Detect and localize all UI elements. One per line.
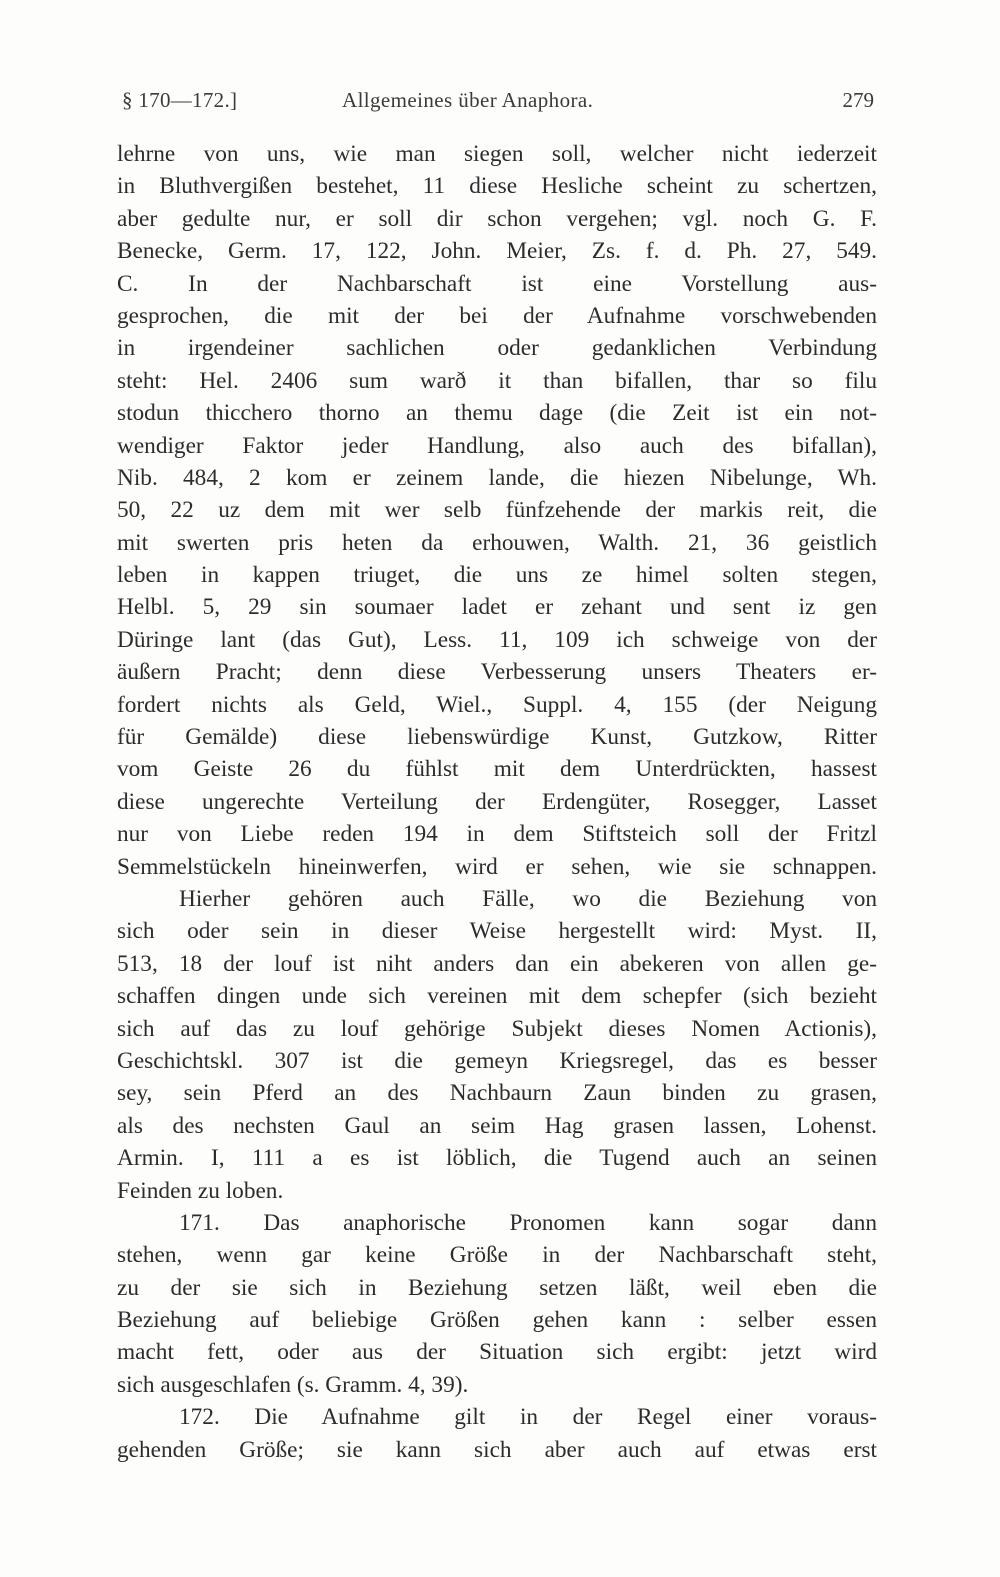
text-line: in irgendeiner sachlichen oder gedanklichen Verbindung <box>117 335 877 362</box>
text-line: Beziehung auf beliebige Größen gehen kann : selber essen <box>117 1307 877 1334</box>
text-line: wendiger Faktor jeder Handlung, also auch des bifallan), <box>117 432 877 459</box>
running-header <box>122 88 874 118</box>
text-line: sey, sein Pferd an des Nachbaurn Zaun binden zu grasen, <box>117 1080 877 1107</box>
text-line: Feinden zu loben. <box>117 1177 284 1204</box>
page-number: 279 <box>842 88 874 112</box>
text-line: Benecke, Germ. 17, 122, John. Meier, Zs. f. d. Ph. 27, 549. <box>117 238 877 265</box>
text-line: steht: Hel. 2406 sum warð it than bifallen, thar so filu <box>117 367 877 394</box>
text-line: 513, 18 der louf ist niht anders dan ein abekeren von allen ge- <box>117 950 877 977</box>
text-line: äußern Pracht; denn diese Verbesserung unsers Theaters er- <box>117 659 877 686</box>
text-line: gehenden Größe; sie kann sich aber auch auf etwas erst <box>117 1436 877 1463</box>
text-line: 50, 22 uz dem mit wer selb fünfzehende der markis reit, die <box>117 497 877 524</box>
text-line: Hierher gehören auch Fälle, wo die Beziehung von <box>179 885 877 912</box>
text-line: aber gedulte nur, er soll dir schon vergehen; vgl. noch G. F. <box>117 205 877 232</box>
text-line: Armin. I, 111 a es ist löblich, die Tugend auch an seinen <box>117 1145 877 1172</box>
text-line: sich auf das zu louf gehörige Subjekt dieses Nomen Actionis), <box>117 1015 877 1042</box>
text-line: nur von Liebe reden 194 in dem Stiftsteich soll der Fritzl <box>117 821 877 848</box>
text-line: vom Geiste 26 du fühlst mit dem Unterdrückten, hassest <box>117 756 877 783</box>
text-line: C. In der Nachbarschaft ist eine Vorstellung aus- <box>117 270 877 297</box>
text-line: zu der sie sich in Beziehung setzen läßt, weil eben die <box>117 1274 877 1301</box>
text-line: diese ungerechte Verteilung der Erdengüter, Rosegger, Lasset <box>117 788 877 815</box>
paragraph-172-start: 172. Die Aufnahme gilt in der Regel einer voraus- <box>179 1404 877 1431</box>
text-line: sich oder sein in dieser Weise hergestellt wird: Myst. II, <box>117 918 877 945</box>
body-text <box>117 138 877 1466</box>
text-line: sich ausgeschlafen (s. Gramm. 4, 39). <box>117 1371 469 1398</box>
text-line: als des nechsten Gaul an seim Hag grasen lassen, Lohenst. <box>117 1112 877 1139</box>
text-line: lehrne von uns, wie man siegen soll, welcher nicht iederzeit <box>117 141 877 167</box>
text-line: macht fett, oder aus der Situation sich ergibt: jetzt wird <box>117 1339 877 1366</box>
running-title: Allgemeines über Anaphora. <box>342 88 594 112</box>
paragraph-171-start: 171. Das anaphorische Pronomen kann sogar dann <box>179 1209 877 1236</box>
text-line: Helbl. 5, 29 sin soumaer ladet er zehant und sent iz gen <box>117 594 877 621</box>
text-line: Semmelstückeln hineinwerfen, wird er sehen, wie sie schnappen. <box>117 853 877 880</box>
text-line: fordert nichts als Geld, Wiel., Suppl. 4, 155 (der Neigung <box>117 691 877 718</box>
text-line: mit swerten pris heten da erhouwen, Walth. 21, 36 geistlich <box>117 529 877 556</box>
text-line: gesprochen, die mit der bei der Aufnahme vorschwebenden <box>117 302 877 329</box>
text-line: stehen, wenn gar keine Größe in der Nachbarschaft steht, <box>117 1242 877 1269</box>
text-line: für Gemälde) diese liebenswürdige Kunst, Gutzkow, Ritter <box>117 724 877 751</box>
text-line: Geschichtskl. 307 ist die gemeyn Kriegsregel, das es besser <box>117 1047 877 1074</box>
text-line: leben in kappen triuget, die uns ze himel solten stegen, <box>117 562 877 589</box>
text-line: in Bluthvergißen bestehet, 11 diese Hesliche scheint zu schertzen, <box>117 173 877 200</box>
text-line: Düringe lant (das Gut), Less. 11, 109 ich schweige von der <box>117 626 877 653</box>
section-range: § 170—172.] <box>122 88 238 112</box>
text-line: stodun thicchero thorno an themu dage (die Zeit ist ein not- <box>117 400 877 427</box>
text-line: schaffen dingen unde sich vereinen mit dem schepfer (sich bezieht <box>117 983 877 1010</box>
text-line: Nib. 484, 2 kom er zeinem lande, die hiezen Nibelunge, Wh. <box>117 464 877 491</box>
